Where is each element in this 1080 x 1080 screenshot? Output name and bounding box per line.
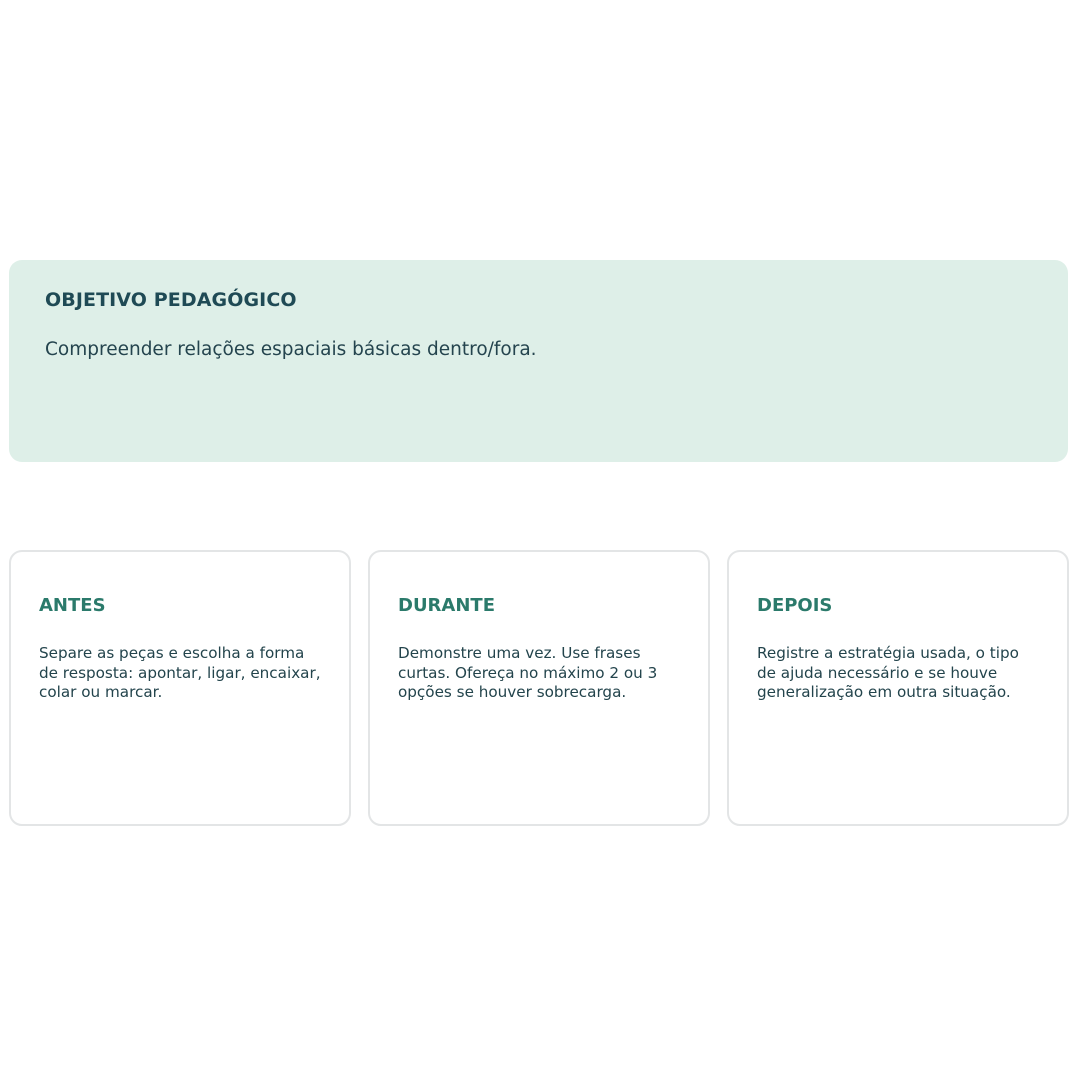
card-durante [368,550,710,826]
card-depois [727,550,1069,826]
card-title-depois: DEPOIS [757,595,833,616]
card-text-depois: Registre a estratégia usada, o tipo de ajuda necessário e se houve generalização em outra situação. [757,644,1019,701]
card-title-durante: DURANTE [398,595,495,616]
objective-text: Compreender relações espaciais básicas dentro/fora. [45,339,537,360]
card-antes [9,550,351,826]
card-text-antes: Separe as peças e escolha a forma de resposta: apontar, ligar, encaixar, colar ou marcar. [39,644,321,701]
card-title-antes: ANTES [39,595,106,616]
objective-panel [9,260,1068,462]
step-cards [9,550,1069,826]
objective-title: OBJETIVO PEDAGÓGICO [45,289,297,311]
card-text-durante: Demonstre uma vez. Use frases curtas. Ofereça no máximo 2 ou 3 opções se houver sobrecarga. [398,644,658,701]
